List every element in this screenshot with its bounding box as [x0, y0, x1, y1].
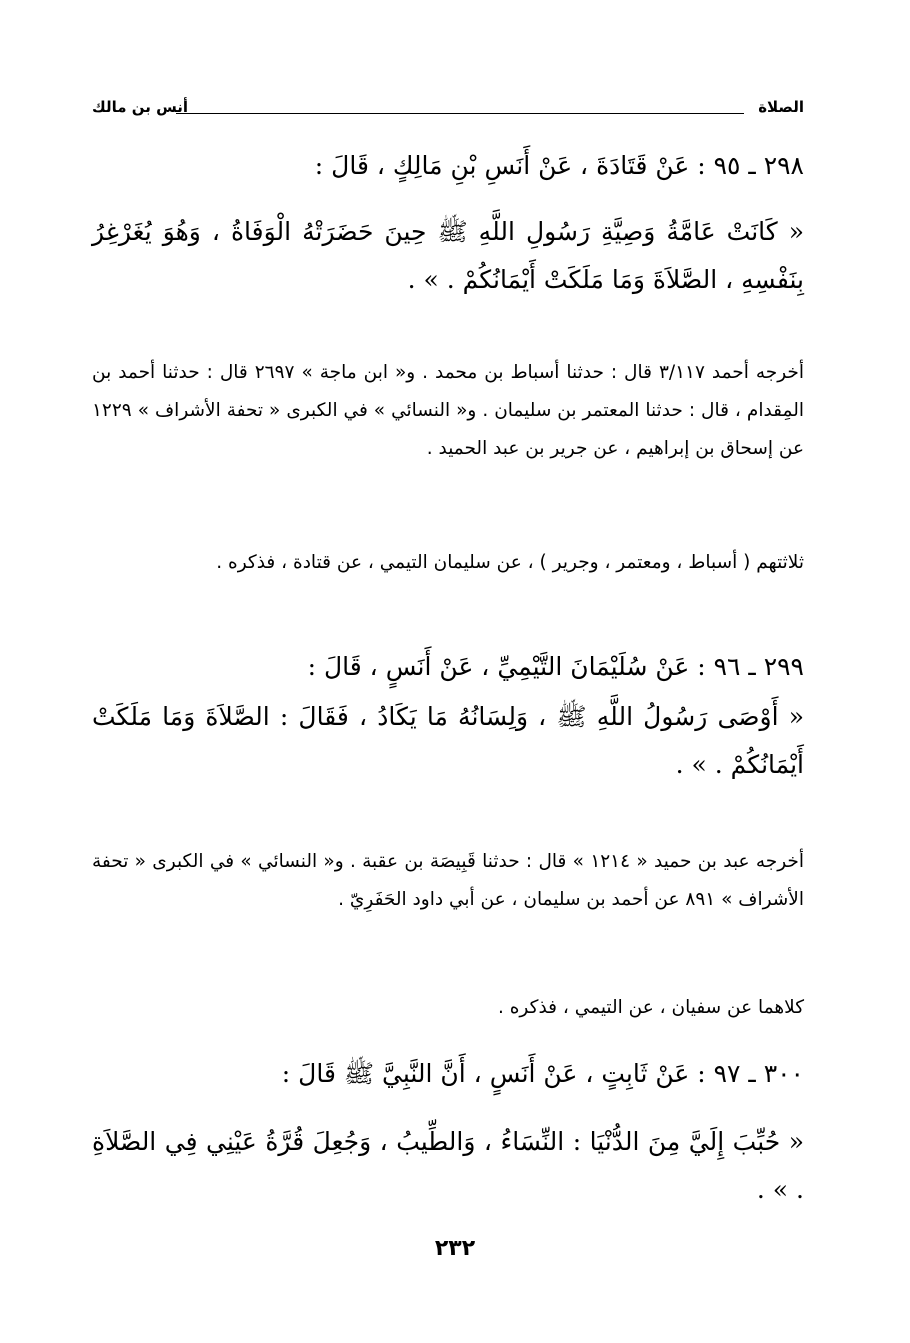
takhrij-paragraph: أخرجه عبد بن حميد « ١٢١٤ » قال : حدثنا قَبِيصَة بن عقبة . و« النسائي » في الكبرى « تحفة الأشراف » ٨٩١ عن أحمد بن سليمان ، عن أبي داود الحَفَرِيّ . [92, 851, 804, 910]
hadith-text: « كَانَتْ عَامَّةُ وَصِيَّةِ رَسُولِ اللَّهِ ﷺ حِينَ حَضَرَتْهُ الْوَفَاةُ ، وَهُوَ يُغَرْغِرُ بِنَفْسِهِ ، الصَّلاَةَ وَمَا مَلَكَتْ أَيْمَانُكُمْ . » . [92, 217, 804, 294]
hadith-text: « حُبِّبَ إِلَيَّ مِنَ الدُّنْيَا : النِّسَاءُ ، وَالطِّيبُ ، وَجُعِلَ قُرَّةُ عَيْنِي فِي الصَّلاَةِ . » . [92, 1127, 804, 1204]
takhrij-paragraph: كلاهما عن سفيان ، عن التيمي ، فذكره . [497, 997, 804, 1018]
running-head-section: الصلاة [758, 98, 804, 116]
hadith-heading: ٢٩٨ ـ ٩٥ : عَنْ قَتَادَةَ ، عَنْ أَنَسِ بْنِ مَالِكٍ ، قَالَ : [314, 151, 804, 180]
hadith-heading: ٢٩٩ ـ ٩٦ : عَنْ سُلَيْمَانَ التَّيْمِيِّ ، عَنْ أَنَسٍ ، قَالَ : [307, 652, 804, 681]
hadith-heading: ٣٠٠ ـ ٩٧ : عَنْ ثَابِتٍ ، عَنْ أَنَسٍ ، أَنَّ النَّبِيَّ ﷺ قَالَ : [281, 1059, 804, 1088]
running-head-book: أنس بن مالك [92, 98, 189, 116]
running-head [92, 98, 804, 124]
takhrij-paragraph: أخرجه أحمد ٣/١١٧ قال : حدثنا أسباط بن محمد . و« ابن ماجة » ٢٦٩٧ قال : حدثنا أحمد بن المِقدام ، قال : حدثنا المعتمر بن سليمان . و« النسائي » في الكبرى « تحفة الأشراف » ١٢٢٩ عن إسحاق بن إبراهيم ، عن جرير بن عبد الحميد . [92, 362, 804, 459]
running-head-rule [176, 113, 744, 114]
hadith-text: « أَوْصَى رَسُولُ اللَّهِ ﷺ ، وَلِسَانُهُ مَا يَكَادُ ، فَقَالَ : الصَّلاَةَ وَمَا مَلَكَتْ أَيْمَانُكُمْ . » . [92, 702, 804, 779]
page-number: ٢٣٢ [434, 1236, 476, 1261]
takhrij-paragraph: ثلاثتهم ( أسباط ، ومعتمر ، وجرير ) ، عن سليمان التيمي ، عن قتادة ، فذكره . [216, 552, 804, 573]
